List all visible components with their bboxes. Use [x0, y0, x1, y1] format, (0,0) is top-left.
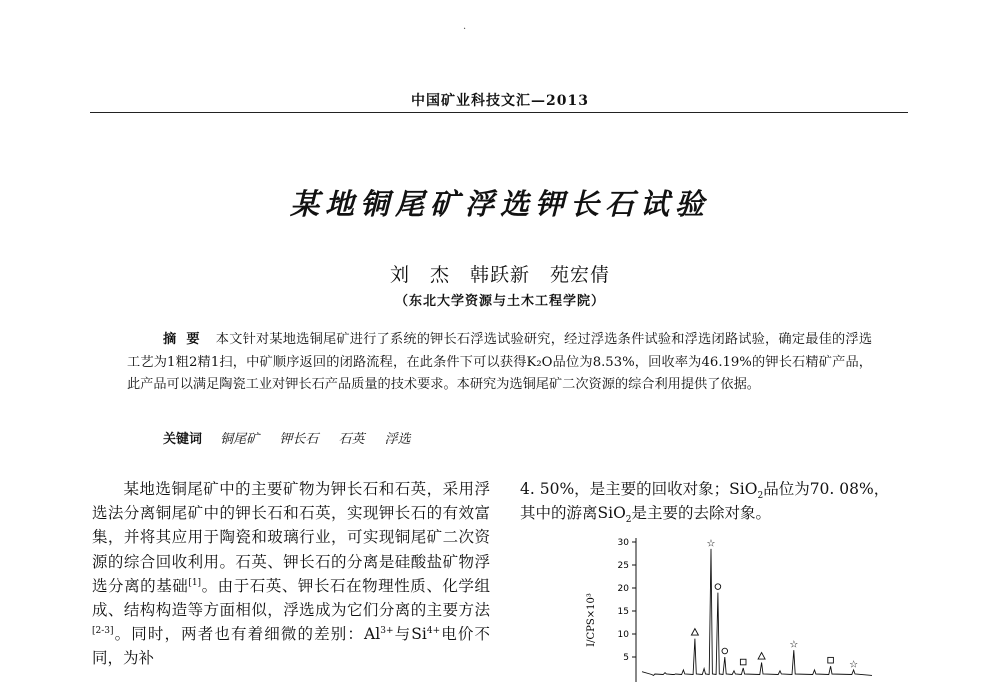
abstract-text: 本文针对某地选铜尾矿进行了系统的钾长石浮选试验研究，经过浮选条件试验和浮选闭路试验，确定最佳的浮选工艺为1粗2精1扫，中矿顺序返回的闭路流程，在此条件下可以获得K₂O品位为8.53%，回收率为46.19%的钾长石精矿产品，此产品可以满足陶瓷工业对钾长石产品质量的技术要求。本研究为选铜尾矿二次资源的综合利用提供了依据。 [127, 332, 872, 393]
y-tick-label: 20 [617, 584, 629, 594]
body-line [520, 477, 915, 501]
body-text: 某地选铜尾矿中的主要矿物为钾长石和石英，采用浮选法分离铜尾矿中的钾长石和石英，实现钾长石的有效富集，并将其应用于陶瓷和玻璃行业，可实现铜尾矿二次资源的综合回收利用。石英、钾长石的分离是硅酸盐矿物浮选分离的基础 [92, 480, 490, 595]
keyword: 石英 [338, 432, 365, 447]
body-text: 其中的游离SiO [520, 504, 626, 523]
keyword: 浮选 [384, 432, 411, 447]
y-tick-label: 5 [623, 653, 629, 663]
xrd-chart [580, 530, 880, 682]
y-ticks [618, 538, 636, 663]
keyword: 钾长石 [279, 432, 319, 447]
y-tick-label: 30 [617, 538, 629, 548]
body-text: 电价不同，为补 [92, 625, 491, 668]
abstract [127, 329, 872, 397]
citation: [2-3] [92, 626, 114, 637]
peak-marker-triangle [691, 629, 698, 636]
keywords [163, 428, 427, 447]
body-text: 4. 50%，是主要的回收对象；SiO [520, 480, 758, 498]
body-left-column [92, 477, 490, 671]
running-header: 中国矿业科技文汇—2013 [411, 93, 589, 109]
peak-marker-triangle [758, 653, 765, 660]
peak-marker-star: ☆ [706, 538, 716, 550]
body-text: 与Si [393, 625, 427, 644]
peak-marker-star: ☆ [849, 659, 859, 671]
peak-marker-star: ☆ [789, 639, 799, 651]
peak-marker-square [828, 657, 834, 663]
keywords-label: 关键词 [163, 432, 203, 447]
subscript: 2 [757, 491, 764, 502]
subscript: 2 [625, 515, 632, 526]
paper-title: 某地铜尾矿浮选钾长石试验 [289, 187, 710, 221]
body-text: 。同时，两者也有着细微的差别：Al [113, 625, 381, 644]
body-text: 品位为70. 08%， [763, 480, 890, 498]
header-rule [90, 112, 908, 113]
y-axis-label: I/CPS×10³ [586, 593, 597, 647]
body-line [520, 501, 915, 525]
abstract-label: 摘要 [163, 332, 210, 347]
citation: [1] [188, 577, 202, 588]
body-right-column [520, 477, 915, 525]
peak-marker-square [740, 659, 746, 665]
xrd-trace [642, 549, 872, 676]
paper-affiliation: （东北大学资源与土木工程学院） [394, 294, 605, 309]
y-tick-label: 15 [617, 607, 629, 617]
scan-dot: · [463, 24, 467, 35]
superscript: 3+ [380, 626, 394, 637]
body-text: 是主要的去除对象。 [631, 504, 772, 523]
paper-authors: 刘 杰 韩跃新 苑宏倩 [389, 264, 610, 286]
y-tick-label: 10 [617, 630, 629, 640]
superscript: 4+ [426, 626, 441, 637]
peak-marker-circle [722, 648, 728, 654]
body-text: 。由于石英、钾长石在物理性质、化学组成、结构构造等方面相似，浮选成为它们分离的主要方法 [92, 576, 490, 620]
peak-marker-circle [715, 584, 721, 590]
y-tick-label: 25 [617, 561, 629, 571]
keyword: 铜尾矿 [220, 432, 260, 447]
